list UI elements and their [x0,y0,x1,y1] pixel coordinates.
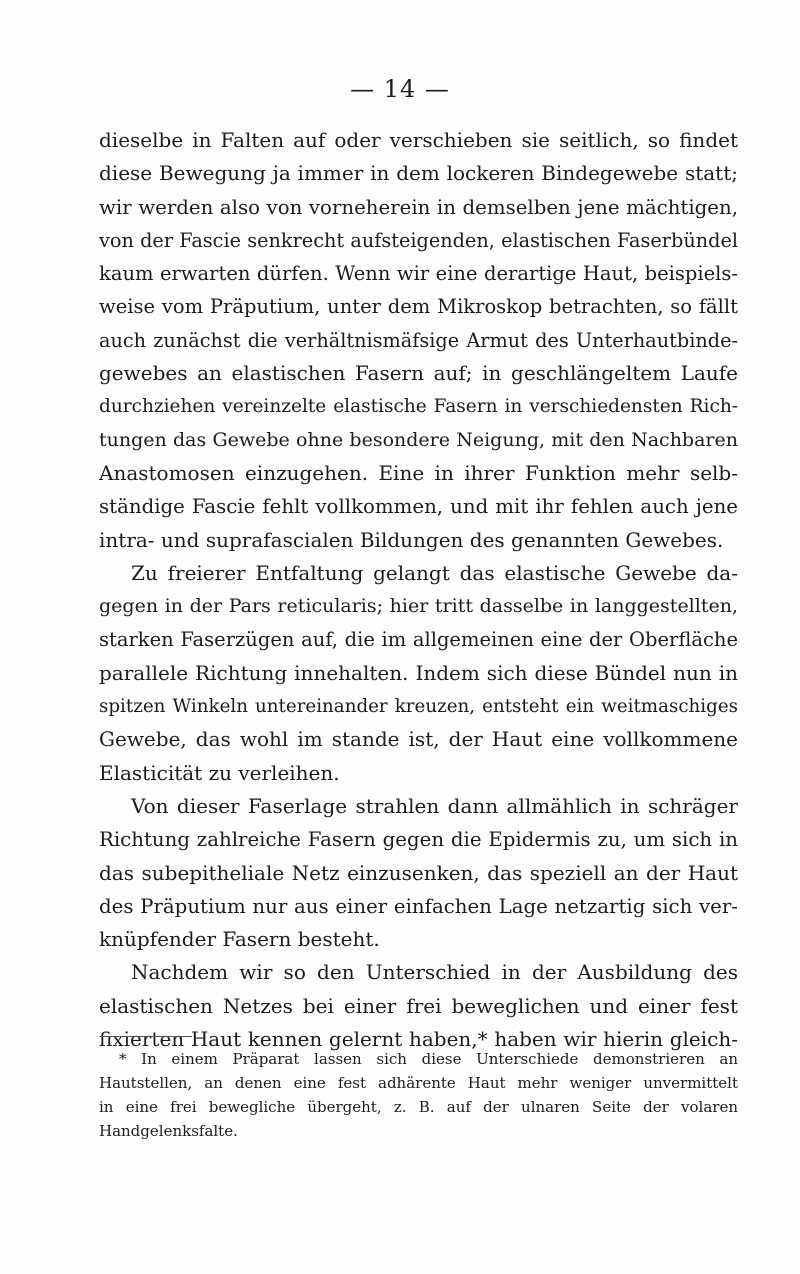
text-line: tungen das Gewebe ohne besondere Neigung, mit den Nachbaren [99,428,738,451]
footnote [99,1047,738,1143]
page-number: — 14 — [350,75,450,103]
footnote-line: * In einem Präparat lassen sich diese Unterschiede demonstrieren an [119,1050,738,1068]
text-line: Anastomosen einzugehen. Eine in ihrer Funktion mehr selb- [99,460,738,485]
text-line: diese Bewegung ja immer in dem lockeren Bindegewebe statt; [99,161,738,186]
body-text [99,124,738,1056]
text-line: knüpfender Fasern besteht. [99,927,380,952]
text-line: weise vom Präputium, unter dem Mikroskop betrachten, so fällt [99,295,738,319]
text-line: kaum erwarten dürfen. Wenn wir eine derartige Haut, beispiels- [99,262,738,286]
text-line: gewebes an elastischen Fasern auf; in geschlängeltem Laufe [99,361,738,386]
text-line: spitzen Winkeln untereinander kreuzen, entsteht ein weitmaschiges [99,696,738,718]
footnote-divider [100,1036,192,1037]
text-line: durchziehen vereinzelte elastische Fasern in verschiedensten Rich- [99,396,738,418]
text-line: Von dieser Faserlage strahlen dann allmählich in schräger [131,793,738,818]
text-line: Elasticität zu verleihen. [99,760,340,785]
footnote-line: Hautstellen, an denen eine fest adhärente Haut mehr weniger unvermittelt [99,1074,738,1092]
text-line: von der Fascie senkrecht aufsteigenden, elastischen Faserbündel [99,228,738,252]
text-line: Zu freierer Entfaltung gelangt das elastische Gewebe da- [131,560,738,585]
text-line: fixierten Haut kennen gelernt haben,* haben wir hierin gleich- [99,1027,738,1052]
text-line: wir werden also von vorneherein in demselben jene mächtigen, [99,195,738,219]
text-line: des Präputium nur aus einer einfachen Lage netzartig sich ver- [99,894,738,918]
text-line: Nachdem wir so den Unterschied in der Ausbildung des [131,960,738,985]
text-line: starken Faserzügen auf, die im allgemeinen eine der Oberfläche [99,628,738,652]
footnote-line: Handgelenksfalte. [99,1122,238,1140]
text-line: auch zunächst die verhältnismäfsige Armut des Unterhautbinde- [99,328,738,352]
text-line: gegen in der Pars reticularis; hier tritt dasselbe in langgestellten, [99,595,738,618]
text-line: elastischen Netzes bei einer frei beweglichen und einer fest [99,993,738,1018]
text-line: dieselbe in Falten auf oder verschieben sie seitlich, so findet [99,128,738,152]
text-line: Gewebe, das wohl im stande ist, der Haut eine vollkommene [99,727,738,752]
footnote-line: in eine frei bewegliche übergeht, z. B. auf der ulnaren Seite der volaren [99,1098,738,1116]
text-line: intra- und suprafascialen Bildungen des genannten Gewebes. [99,527,724,552]
text-line: ständige Fascie fehlt vollkommen, und mit ihr fehlen auch jene [99,495,738,519]
text-line: Richtung zahlreiche Fasern gegen die Epidermis zu, um sich in [99,828,738,852]
text-line: das subepitheliale Netz einzusenken, das speziell an der Haut [99,860,738,885]
text-line: parallele Richtung innehalten. Indem sich diese Bündel nun in [99,660,738,685]
